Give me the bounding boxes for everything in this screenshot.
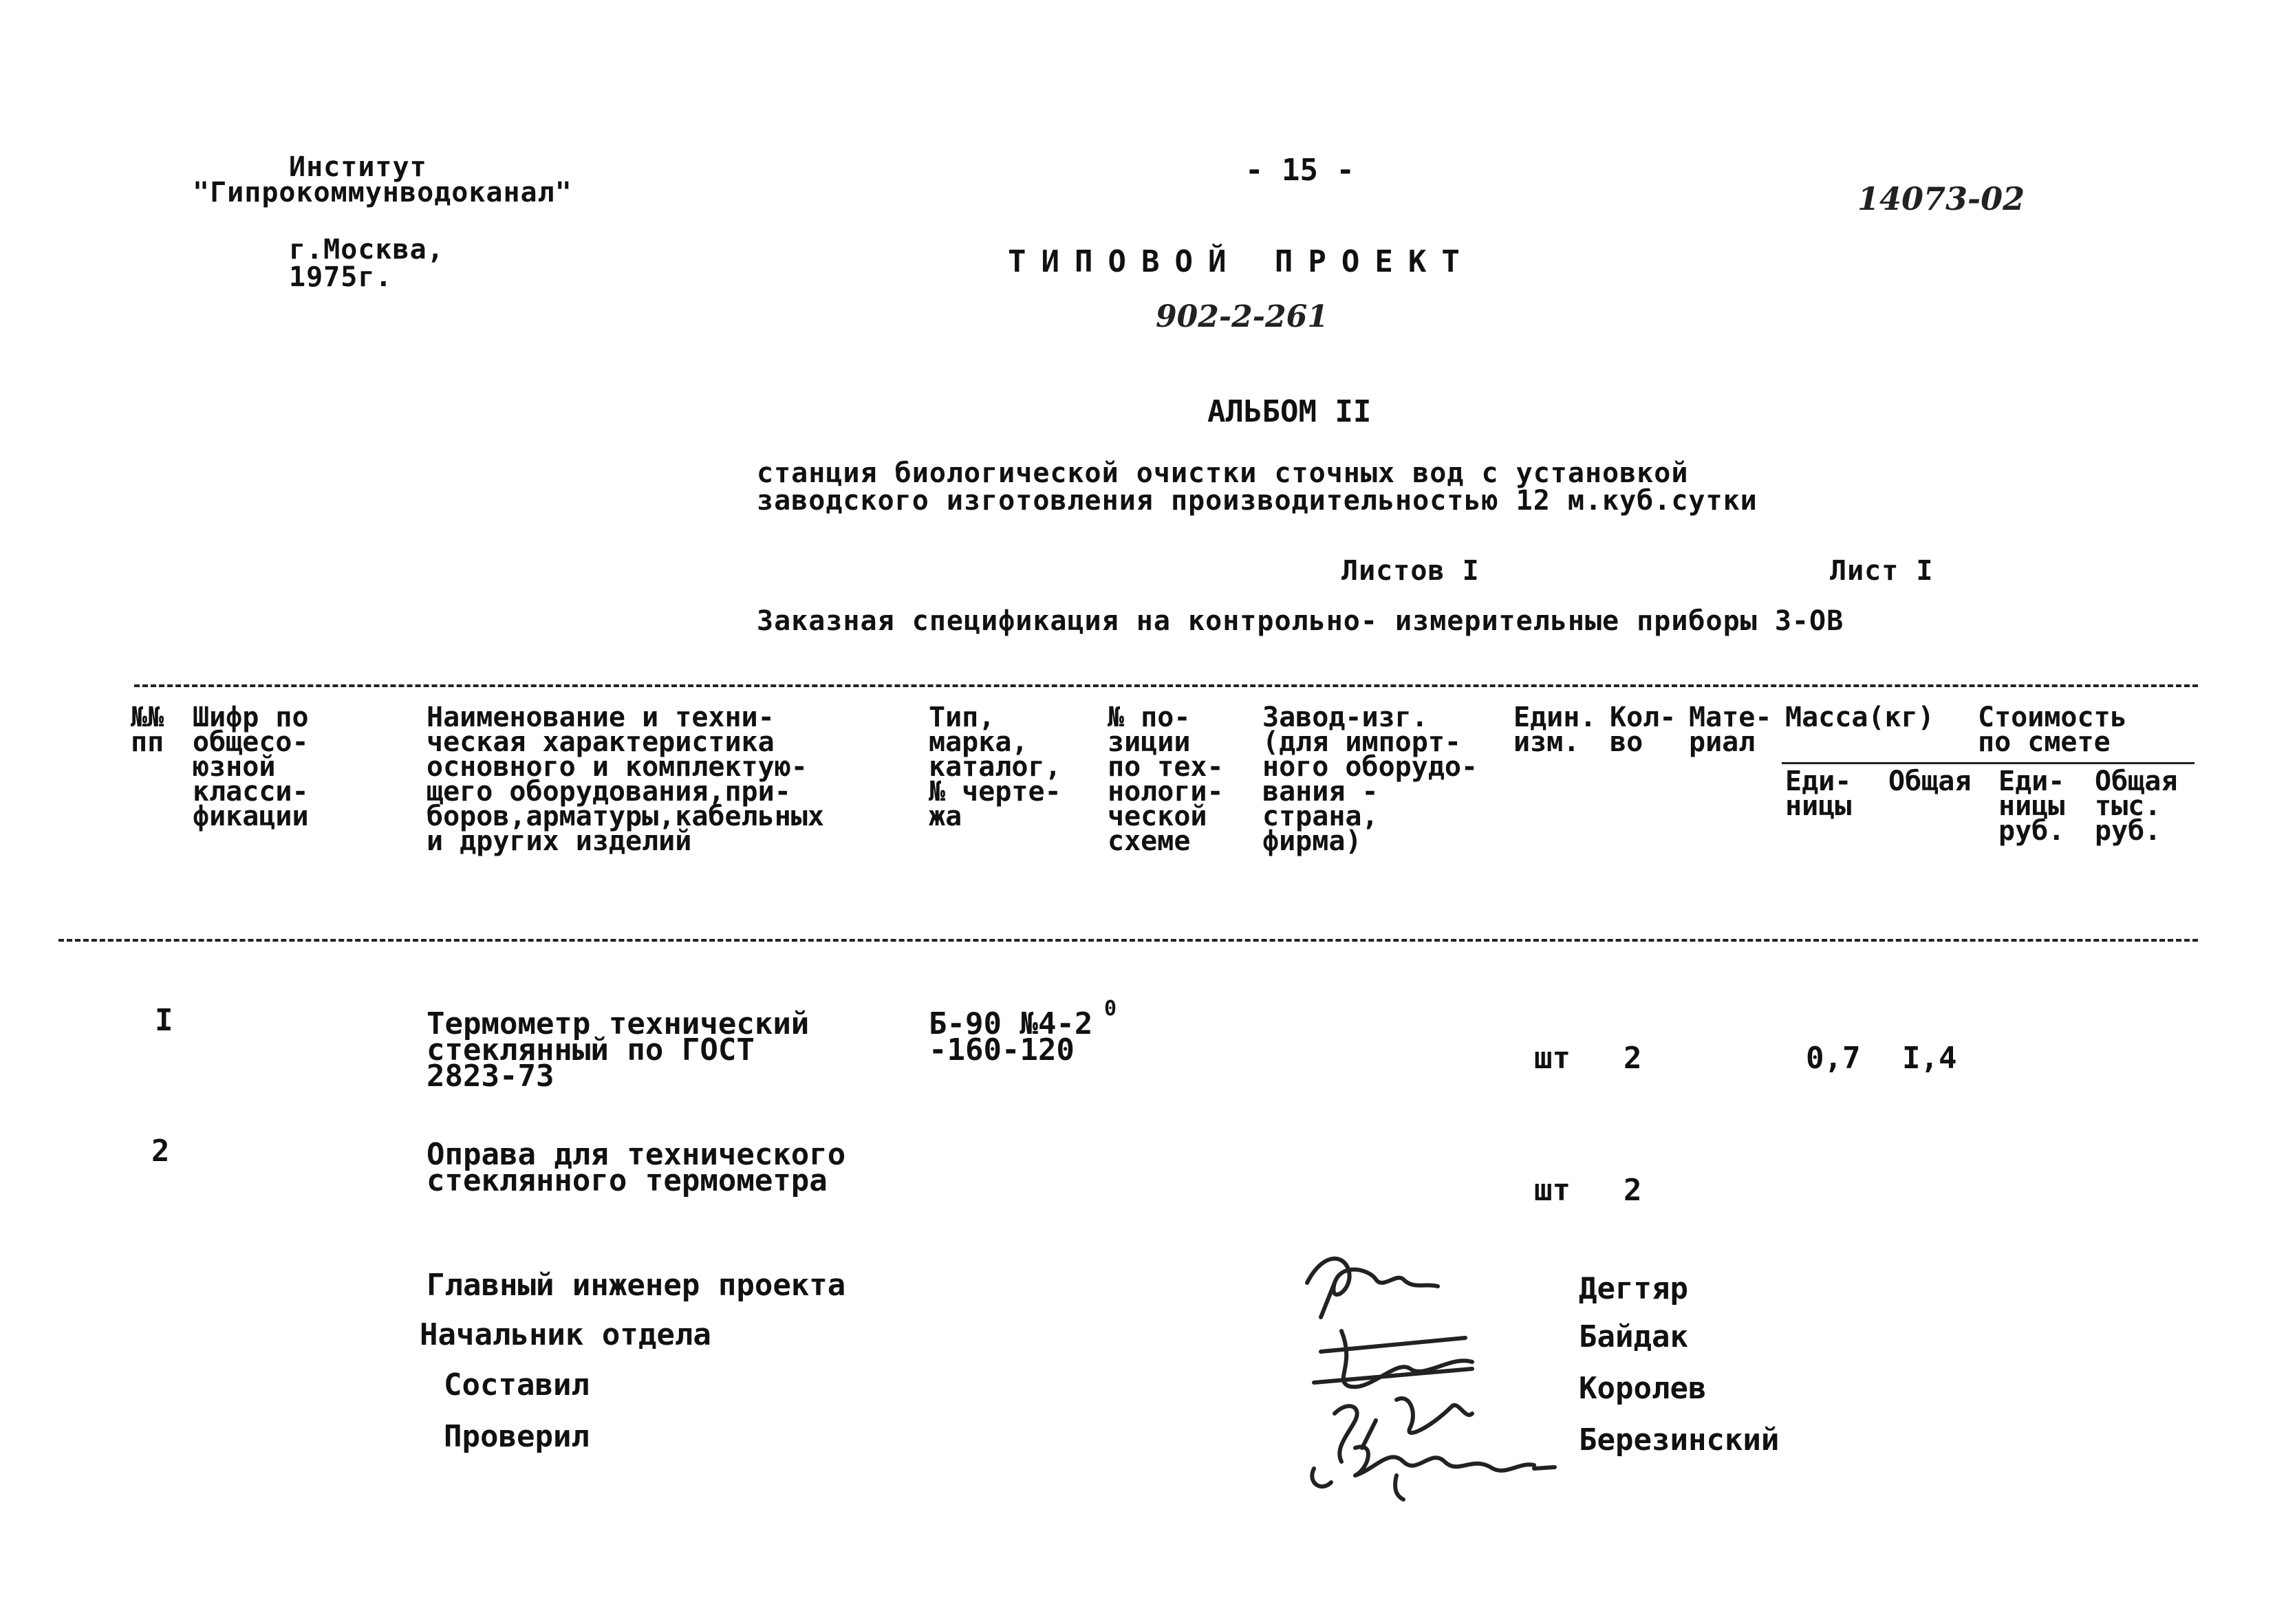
- row2-quantity: 2: [1624, 1173, 1642, 1208]
- handwritten-signatures: [1293, 1242, 1582, 1503]
- album-label: АЛЬБОМ II: [1207, 394, 1372, 429]
- row1-mass-total: I,4: [1902, 1041, 1957, 1076]
- description-line1: станция биологической очистки сточных вод с установкой: [757, 457, 1689, 489]
- row2-unit: шт: [1534, 1173, 1571, 1208]
- col-manufacturer-header: Завод-изг. (для импорт- ного оборудо- вания - страна, фирма): [1262, 702, 1478, 857]
- signature-role-department-head: Начальник отдела: [420, 1317, 711, 1352]
- institute-line3: г.Москва,: [289, 234, 444, 266]
- col-cost-header: Стоимость по смете: [1978, 702, 2127, 758]
- col-cost-total-header: Общая тыс. руб.: [2095, 766, 2178, 847]
- signature-name-baidak: Байдак: [1579, 1319, 1688, 1354]
- sheets-total: Листов I: [1341, 555, 1480, 587]
- table-top-rule: [134, 684, 2198, 687]
- col-number-header: №№ пп: [131, 702, 164, 758]
- spec-title: Заказная спецификация на контрольно- измерительные приборы З-ОВ: [757, 605, 1844, 637]
- signature-name-korolev: Королев: [1579, 1371, 1707, 1406]
- col-type-header: Тип, марка, каталог, № черте- жа: [929, 702, 1061, 832]
- row1-type: Б-90 №4-2 -160-120: [929, 1006, 1093, 1068]
- row1-type-superscript: 0: [1104, 997, 1117, 1021]
- sheet-number: Лист I: [1830, 555, 1934, 587]
- row2-name: Оправа для технического стеклянного термометра: [427, 1137, 846, 1198]
- page-number: - 15 -: [1245, 153, 1355, 188]
- row1-mass-unit: 0,7: [1806, 1041, 1861, 1076]
- col-unit-header: Един. изм.: [1513, 702, 1597, 758]
- signature-role-compiled-by: Составил: [444, 1367, 590, 1403]
- col-quantity-header: Кол- во: [1610, 702, 1676, 758]
- document-title: ТИПОВОЙ ПРОЕКТ: [1008, 244, 1475, 279]
- signature-name-degtyar: Дегтяр: [1579, 1271, 1688, 1306]
- institute-line1: Институт: [289, 151, 427, 183]
- row1-name: Термометр технический стеклянный по ГОСТ 2823-73: [427, 1006, 810, 1094]
- signature-name-berezinsky: Березинский: [1579, 1422, 1780, 1458]
- signature-role-chief-engineer: Главный инженер проекта: [427, 1268, 846, 1303]
- col-cost-unit-header: Еди- ницы руб.: [1998, 766, 2065, 847]
- mass-cost-subrule: [1782, 762, 2195, 764]
- col-name-header: Наименование и техни- ческая характеристика основного и комплектую- щего оборудования,при- боров,арматуры,кабельных и других изделий: [427, 702, 824, 857]
- code-handwritten: 14073-02: [1857, 180, 2025, 217]
- row1-unit: шт: [1534, 1041, 1571, 1076]
- col-position-header: № по- зиции по тех- нологи- ческой схеме: [1108, 702, 1224, 857]
- col-code-header: Шифр по общесо- юзной класси- фикации: [193, 702, 309, 832]
- col-material-header: Мате- риал: [1689, 702, 1772, 758]
- signature-role-checked-by: Проверил: [444, 1419, 590, 1454]
- institute-line4: 1975г.: [289, 261, 393, 293]
- row1-number: I: [155, 1003, 173, 1038]
- table-header-rule: [58, 939, 2198, 942]
- col-mass-unit-header: Еди- ницы: [1785, 766, 1852, 822]
- row2-number: 2: [151, 1134, 170, 1169]
- project-number: 902-2-261: [1156, 299, 1328, 334]
- col-mass-header: Масса(кг): [1785, 702, 1934, 733]
- row1-quantity: 2: [1624, 1041, 1642, 1076]
- col-mass-total-header: Общая: [1888, 766, 1972, 797]
- institute-line2: "Гипрокоммунводоканал": [193, 177, 572, 208]
- description-line2: заводского изготовления производительностью 12 м.куб.сутки: [757, 485, 1758, 517]
